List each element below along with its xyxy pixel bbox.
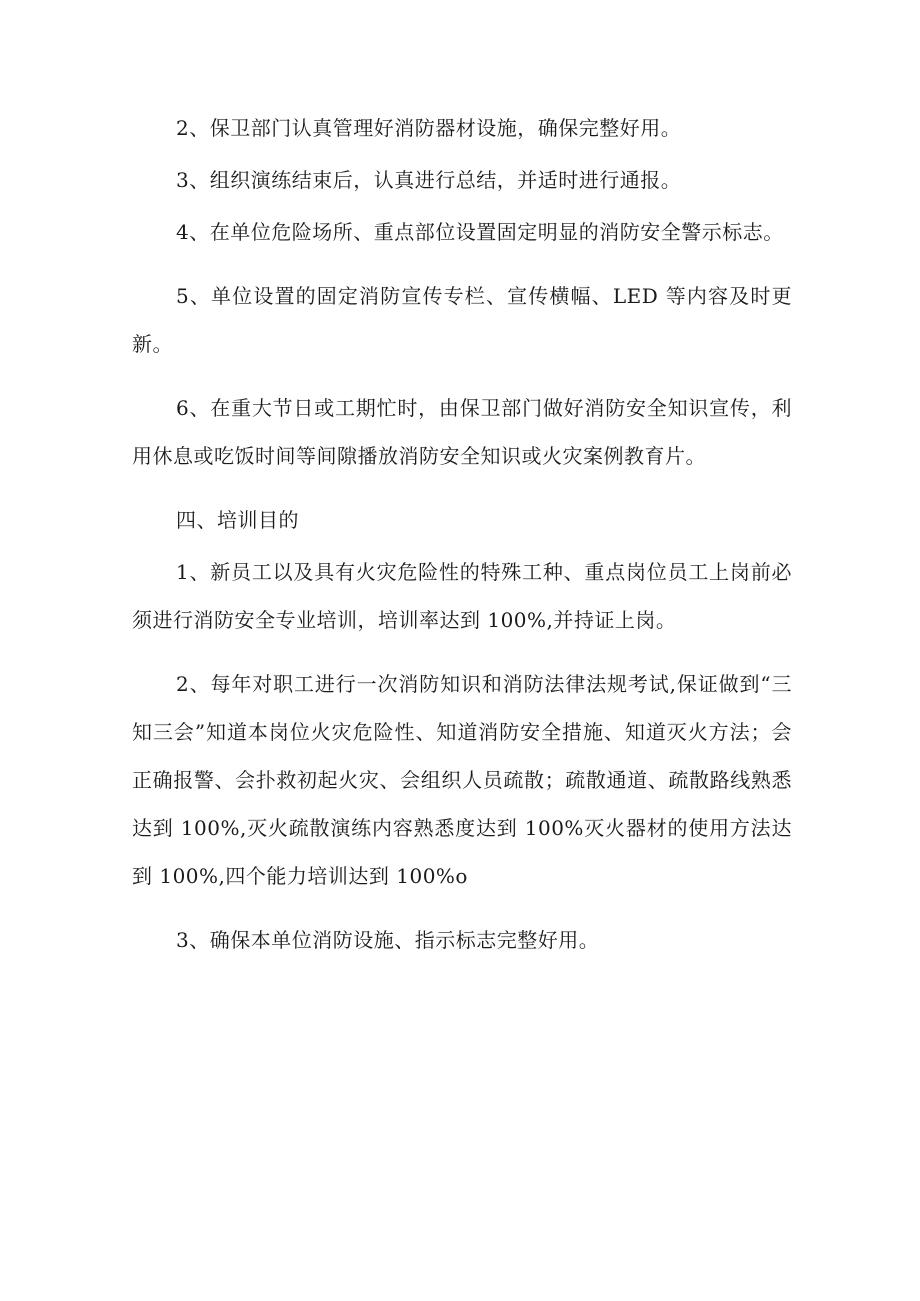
paragraph-holiday-publicity: 6、在重大节日或工期忙时，由保卫部门做好消防安全知识宣传，利用休息或吃饭时间等间隙播放消防安全知识或火灾案例教育片。 bbox=[132, 396, 792, 468]
paragraph-warning-signs: 4、在单位危险场所、重点部位设置固定明显的消防安全警示标志。 bbox=[176, 220, 784, 244]
paragraph-equipment-management: 2、保卫部门认真管理好消防器材设施，确保完整好用。 bbox=[176, 116, 682, 140]
section-heading-training-goals: 四、培训目的 bbox=[176, 508, 299, 532]
document-body bbox=[132, 104, 792, 968]
paragraph-drill-summary: 3、组织演练结束后，认真进行总结，并适时进行通报。 bbox=[176, 168, 682, 192]
paragraph-facilities-intact: 3、确保本单位消防设施、指示标志完整好用。 bbox=[176, 928, 600, 952]
paragraph-annual-exam: 2、每年对职工进行一次消防知识和消防法律法规考试,保证做到“三知三会”知道本岗位火灾危险性、知道消防安全措施、知道灭火方法；会正确报警、会扑救初起火灾、会组织人员疏散；疏散通道、疏散路线熟悉达到 100%,灭火疏散演练内容熟悉度达到 100%灭火器材的使用方法达到 100%,四个能力培训达到 100%o bbox=[132, 672, 792, 888]
paragraph-new-staff-training: 1、新员工以及具有火灾危险性的特殊工种、重点岗位员工上岗前必须进行消防安全专业培训，培训率达到 100%,并持证上岗。 bbox=[132, 560, 792, 632]
paragraph-publicity-update: 5、单位设置的固定消防宣传专栏、宣传横幅、LED 等内容及时更新。 bbox=[132, 284, 792, 356]
